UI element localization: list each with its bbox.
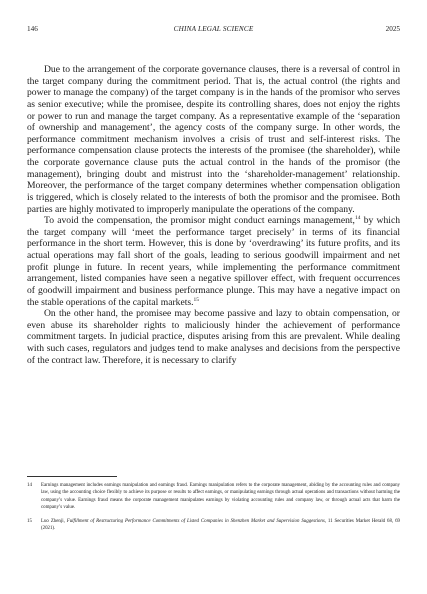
citation-source: , 11 Securities Market Herald 68, 69 (2021).: [41, 519, 400, 532]
footnote-reference-14[interactable]: 14: [354, 215, 361, 222]
footnote-14: [27, 482, 400, 511]
paragraph-text: by which the target company will ‘meet the performance target precisely’ in terms of its financial performance in the short term. However, this is done by ‘overdrawing’ its future profits, and its actual operations may fall short of the goals, leading to serious goodwill impairment and net profit plunge in future. In recent years, while implementing the performance commitment arrangement, listed companies have seen a negative spillover effect, with frequent occurrences of goodwill impairment and business performance plunge. This may have a negative impact on the stable operations of the capital markets.: [27, 215, 401, 308]
page-number: 146: [27, 25, 38, 33]
body-text: [27, 64, 400, 366]
citation-author: Luo Zhenji,: [41, 519, 67, 524]
footnote-text: Earnings management includes earnings manipulation and earnings fraud. Earnings manipulation refers to the corporate management, abiding by the accounting rules and company law, using the accounting choice flexibly to achieve its purpose or results to affect earnings, or manipulating earnings through actual operations and transactions without harming the company’s value. Earnings fraud means the corporate management manipulates earnings by violating accounting rules and company law, or through actual acts that harm the company’s value.: [41, 483, 400, 510]
publication-year: 2025: [385, 25, 400, 33]
footnote-number: 14: [27, 483, 32, 488]
footnote-number: 15: [27, 519, 32, 524]
footnote-reference-15[interactable]: 15: [193, 296, 199, 303]
footnote-separator: [27, 476, 117, 477]
paragraph-governance-reversal: Due to the arrangement of the corporate governance clauses, there is a reversal of control in the target company during the commitment period. That is, the actual control (the rights and power to manage the company) of the target company is in the hands of the promisor who serves as senior executive; while the promisee, despite its controlling shares, does not enjoy the rights or power to run and manage the target company. As a representative example of the ‘separation of ownership and management’, the agency costs of the company surge. In other words, the performance commitment mechanism involves a crisis of trust and self-interest risks. The performance compensation clause protects the interests of the promisee (the shareholder), while the corporate governance clause puts the actual control in the hands of the promisor (the management), bringing doubt and mistrust into the ‘shareholder-management’ relationship. Moreover, the performance of the target company determines whether compensation obligation is triggered, which is closely related to the interests of both the promisor and the promisee. Both parties are highly motivated to improperly manipulate the operations of the company.: [27, 64, 400, 215]
paragraph-earnings-management: [27, 215, 400, 308]
paragraph-promisee-behavior: On the other hand, the promisee may become passive and lazy to obtain compensation, or even abuse its shareholder rights to maliciously hinder the achievement of performance commitment targets. In judicial practice, disputes arising from this are prevalent. While dealing with such cases, regulators and judges tend to make analyses and decisions from the perspective of the contract law. Therefore, it is necessary to clarify: [27, 308, 400, 366]
citation-title: Fulfillment of Restructuring Performance Commitments of Listed Companies in Shenzhen Market and Supervision Suggestions: [66, 519, 325, 524]
journal-title: CHINA LEGAL SCIENCE: [173, 25, 254, 33]
paragraph-text: To avoid the compensation, the promisor might conduct earnings management,: [44, 215, 355, 227]
running-header: [27, 23, 400, 35]
footnote-15: [27, 518, 400, 533]
footnote-citation: [41, 518, 400, 533]
